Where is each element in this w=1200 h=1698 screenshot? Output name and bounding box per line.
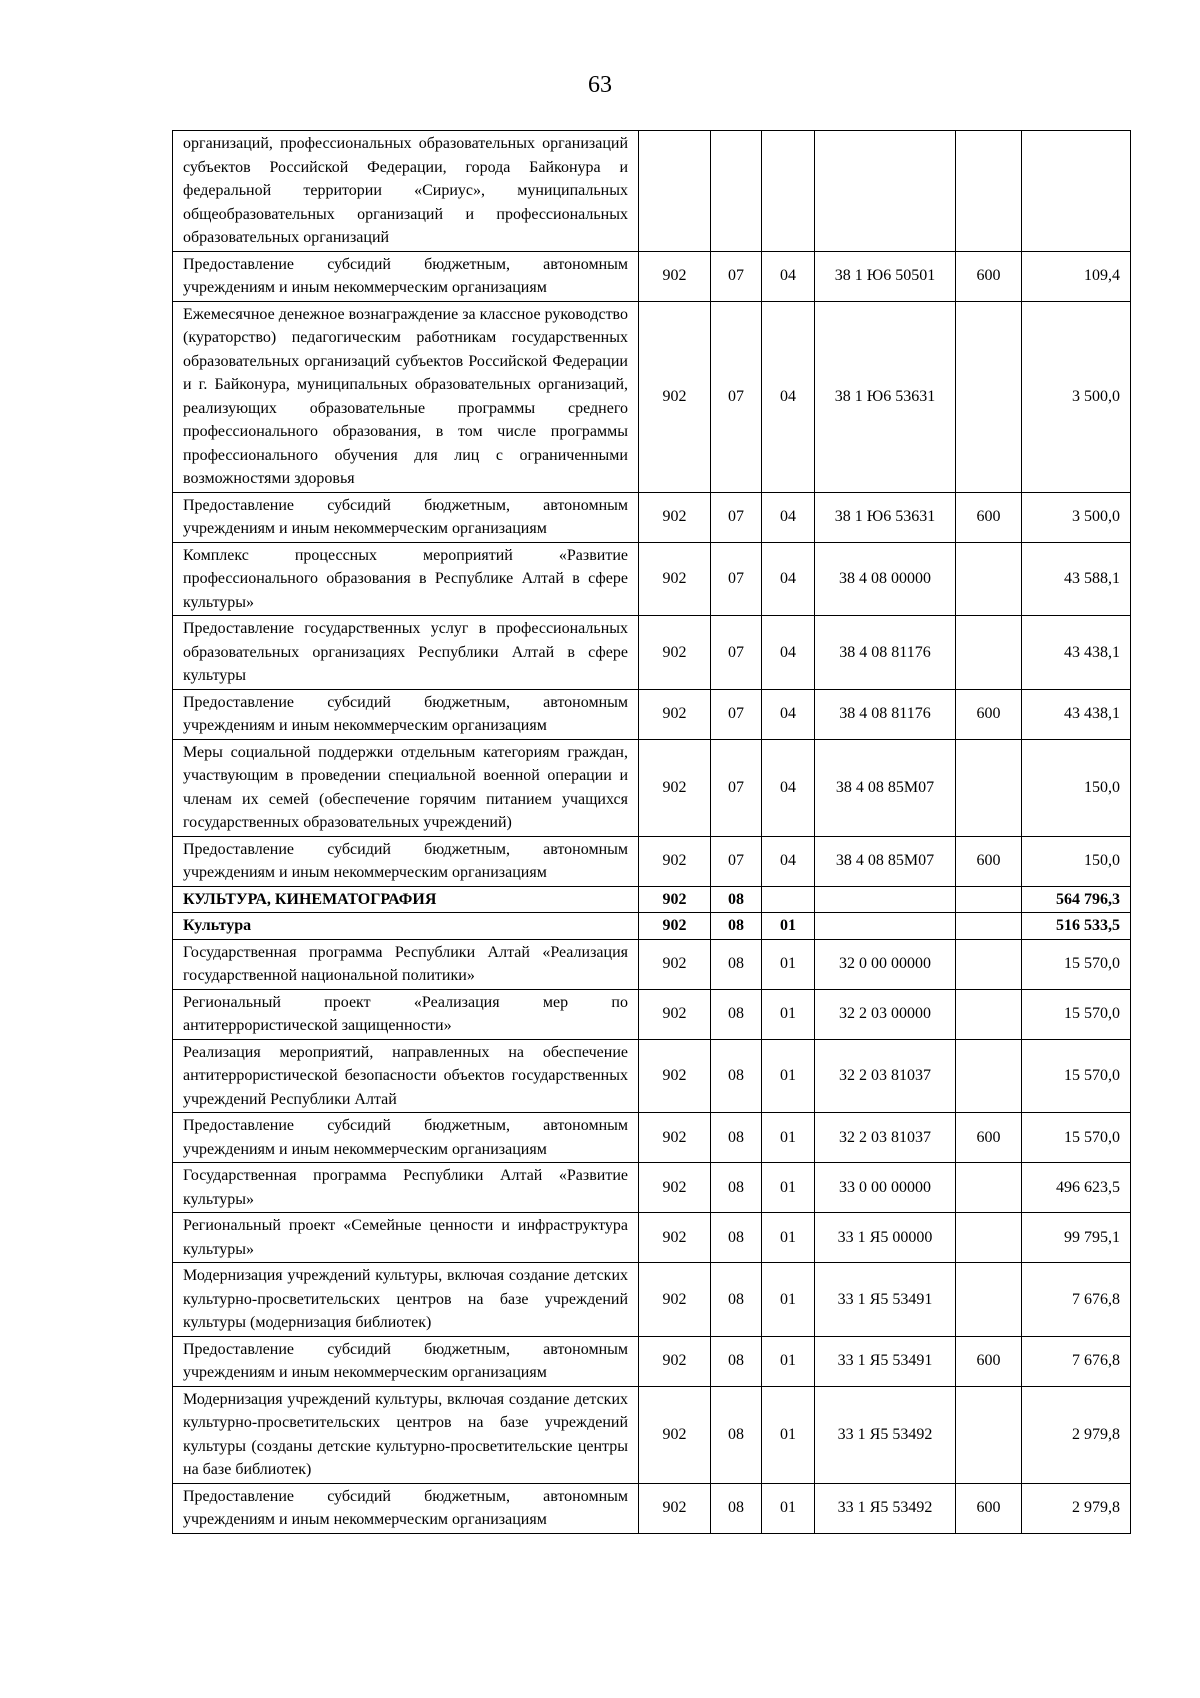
target-article-code: 38 4 08 85М07 [815,836,956,886]
expense-type-code: 600 [956,492,1022,542]
amount: 150,0 [1022,739,1131,836]
table-row [173,886,1131,913]
section-code: 08 [711,1483,762,1533]
budget-table-body [173,131,1131,1534]
row-description: Региональный проект «Реализация мер по антитеррористической защищенности» [173,989,639,1039]
table-row [173,989,1131,1039]
amount: 3 500,0 [1022,492,1131,542]
expense-type-code [956,1039,1022,1113]
table-row [173,689,1131,739]
ministry-code: 902 [639,886,711,913]
subsection-code: 04 [762,492,815,542]
target-article-code: 38 1 Ю6 50501 [815,251,956,301]
table-row [173,616,1131,690]
target-article-code: 32 2 03 81037 [815,1039,956,1113]
section-code: 08 [711,1163,762,1213]
table-row [173,1483,1131,1533]
section-code: 08 [711,1386,762,1483]
ministry-code: 902 [639,1213,711,1263]
subsection-code: 01 [762,1039,815,1113]
subsection-code: 01 [762,1336,815,1386]
subsection-code [762,886,815,913]
subsection-code: 01 [762,913,815,940]
row-description: Предоставление субсидий бюджетным, автономным учреждениям и иным некоммерческим организациям [173,1483,639,1533]
subsection-code: 01 [762,939,815,989]
section-code: 08 [711,913,762,940]
ministry-code: 902 [639,913,711,940]
ministry-code: 902 [639,492,711,542]
subsection-code: 04 [762,836,815,886]
ministry-code: 902 [639,542,711,616]
row-description: Государственная программа Республики Алтай «Развитие культуры» [173,1163,639,1213]
ministry-code: 902 [639,939,711,989]
subsection-code: 01 [762,1163,815,1213]
ministry-code: 902 [639,1113,711,1163]
section-code: 07 [711,542,762,616]
expense-type-code [956,131,1022,252]
ministry-code: 902 [639,1039,711,1113]
row-description: Предоставление субсидий бюджетным, автономным учреждениям и иным некоммерческим организациям [173,1113,639,1163]
subsection-code: 04 [762,689,815,739]
table-row [173,836,1131,886]
section-code: 07 [711,739,762,836]
section-code: 08 [711,1336,762,1386]
target-article-code [815,886,956,913]
expense-type-code [956,542,1022,616]
expense-type-code [956,301,1022,492]
expense-type-code [956,739,1022,836]
table-row [173,1213,1131,1263]
subsection-code: 01 [762,1213,815,1263]
amount: 15 570,0 [1022,939,1131,989]
amount: 15 570,0 [1022,1039,1131,1113]
budget-table [172,130,1131,1534]
subsection-code: 01 [762,1263,815,1337]
ministry-code: 902 [639,989,711,1039]
section-code: 07 [711,251,762,301]
target-article-code: 38 4 08 81176 [815,689,956,739]
table-row [173,1336,1131,1386]
expense-type-code: 600 [956,251,1022,301]
subsection-code: 01 [762,1386,815,1483]
target-article-code: 38 4 08 81176 [815,616,956,690]
ministry-code: 902 [639,1483,711,1533]
expense-type-code [956,616,1022,690]
amount: 3 500,0 [1022,301,1131,492]
row-description: Модернизация учреждений культуры, включая создание детских культурно-просветительских центров на базе учреждений культуры (созданы детские культурно-просветительские центры на базе библиотек) [173,1386,639,1483]
table-row [173,251,1131,301]
amount: 496 623,5 [1022,1163,1131,1213]
amount: 15 570,0 [1022,1113,1131,1163]
row-description: Модернизация учреждений культуры, включая создание детских культурно-просветительских центров на базе учреждений культуры (модернизация библиотек) [173,1263,639,1337]
ministry-code [639,131,711,252]
row-description: Реализация мероприятий, направленных на обеспечение антитеррористической безопасности объектов государственных учреждений Республики Алтай [173,1039,639,1113]
ministry-code: 902 [639,1386,711,1483]
table-row [173,939,1131,989]
section-code: 08 [711,989,762,1039]
amount: 516 533,5 [1022,913,1131,940]
table-row [173,1163,1131,1213]
target-article-code: 38 4 08 85М07 [815,739,956,836]
row-description: Предоставление государственных услуг в профессиональных образовательных организациях Республики Алтай в сфере культуры [173,616,639,690]
ministry-code: 902 [639,739,711,836]
section-code [711,131,762,252]
table-row [173,542,1131,616]
ministry-code: 902 [639,251,711,301]
target-article-code: 32 0 00 00000 [815,939,956,989]
subsection-code: 04 [762,301,815,492]
target-article-code [815,131,956,252]
section-code: 07 [711,616,762,690]
table-row [173,301,1131,492]
expense-type-code [956,1386,1022,1483]
target-article-code: 33 1 Я5 53492 [815,1483,956,1533]
section-code: 07 [711,301,762,492]
amount: 43 438,1 [1022,616,1131,690]
table-row [173,1263,1131,1337]
section-code: 08 [711,939,762,989]
expense-type-code [956,939,1022,989]
amount: 43 588,1 [1022,542,1131,616]
expense-type-code [956,1213,1022,1263]
amount: 2 979,8 [1022,1386,1131,1483]
section-code: 07 [711,836,762,886]
table-row [173,492,1131,542]
target-article-code: 38 4 08 00000 [815,542,956,616]
target-article-code: 33 1 Я5 53491 [815,1263,956,1337]
row-description: Предоставление субсидий бюджетным, автономным учреждениям и иным некоммерческим организациям [173,251,639,301]
target-article-code: 33 0 00 00000 [815,1163,956,1213]
subsection-code: 01 [762,989,815,1039]
amount: 2 979,8 [1022,1483,1131,1533]
table-row [173,739,1131,836]
target-article-code [815,913,956,940]
expense-type-code: 600 [956,689,1022,739]
expense-type-code [956,886,1022,913]
section-code: 07 [711,492,762,542]
section-code: 08 [711,1263,762,1337]
subsection-code: 01 [762,1113,815,1163]
amount: 15 570,0 [1022,989,1131,1039]
target-article-code: 38 1 Ю6 53631 [815,492,956,542]
row-description: Предоставление субсидий бюджетным, автономным учреждениям и иным некоммерческим организациям [173,689,639,739]
subsection-code: 04 [762,616,815,690]
row-description: Государственная программа Республики Алтай «Реализация государственной национальной политики» [173,939,639,989]
ministry-code: 902 [639,616,711,690]
row-description: организаций, профессиональных образовательных организаций субъектов Российской Федерации, города Байконура и федеральной территории «Сириус», муниципальных общеобразовательных организаций и профессиональных образовательных организаций [173,131,639,252]
ministry-code: 902 [639,689,711,739]
expense-type-code [956,1263,1022,1337]
row-description: Предоставление субсидий бюджетным, автономным учреждениям и иным некоммерческим организациям [173,1336,639,1386]
ministry-code: 902 [639,1336,711,1386]
expense-type-code: 600 [956,1113,1022,1163]
row-description: Ежемесячное денежное вознаграждение за классное руководство (кураторство) педагогическим работникам государственных образовательных организаций субъектов Российской Федерации и г. Байконура, муниципальных образовательных организаций, реализующих образовательные программы среднего профессионального образования, в том числе программы профессионального обучения для лиц с ограниченными возможностями здоровья [173,301,639,492]
expense-type-code: 600 [956,1336,1022,1386]
subsection-code: 04 [762,251,815,301]
target-article-code: 33 1 Я5 00000 [815,1213,956,1263]
row-description: Региональный проект «Семейные ценности и инфраструктура культуры» [173,1213,639,1263]
subsection-code: 04 [762,739,815,836]
target-article-code: 38 1 Ю6 53631 [815,301,956,492]
expense-type-code [956,989,1022,1039]
row-description: Комплекс процессных мероприятий «Развитие профессионального образования в Республике Алтай в сфере культуры» [173,542,639,616]
row-description: Предоставление субсидий бюджетным, автономным учреждениям и иным некоммерческим организациям [173,492,639,542]
ministry-code: 902 [639,1263,711,1337]
amount: 99 795,1 [1022,1213,1131,1263]
ministry-code: 902 [639,1163,711,1213]
subsection-code: 01 [762,1483,815,1533]
page-number: 63 [588,72,612,98]
section-code: 08 [711,1113,762,1163]
section-code: 07 [711,689,762,739]
expense-type-code [956,1163,1022,1213]
amount: 7 676,8 [1022,1263,1131,1337]
target-article-code: 32 2 03 81037 [815,1113,956,1163]
amount: 564 796,3 [1022,886,1131,913]
table-row [173,1386,1131,1483]
target-article-code: 32 2 03 00000 [815,989,956,1039]
expense-type-code: 600 [956,1483,1022,1533]
ministry-code: 902 [639,301,711,492]
subsection-code: 04 [762,542,815,616]
target-article-code: 33 1 Я5 53491 [815,1336,956,1386]
row-description: Культура [173,913,639,940]
table-row [173,913,1131,940]
subsection-code [762,131,815,252]
amount: 109,4 [1022,251,1131,301]
row-description: Меры социальной поддержки отдельным категориям граждан, участвующим в проведении специальной военной операции и членам их семей (обеспечение горячим питанием учащихся государственных образовательных учреждений) [173,739,639,836]
row-description: КУЛЬТУРА, КИНЕМАТОГРАФИЯ [173,886,639,913]
table-row [173,1039,1131,1113]
section-code: 08 [711,1039,762,1113]
amount: 7 676,8 [1022,1336,1131,1386]
target-article-code: 33 1 Я5 53492 [815,1386,956,1483]
table-row [173,131,1131,252]
amount: 43 438,1 [1022,689,1131,739]
expense-type-code: 600 [956,836,1022,886]
expense-type-code [956,913,1022,940]
section-code: 08 [711,1213,762,1263]
section-code: 08 [711,886,762,913]
ministry-code: 902 [639,836,711,886]
amount: 150,0 [1022,836,1131,886]
amount [1022,131,1131,252]
row-description: Предоставление субсидий бюджетным, автономным учреждениям и иным некоммерческим организациям [173,836,639,886]
table-row [173,1113,1131,1163]
